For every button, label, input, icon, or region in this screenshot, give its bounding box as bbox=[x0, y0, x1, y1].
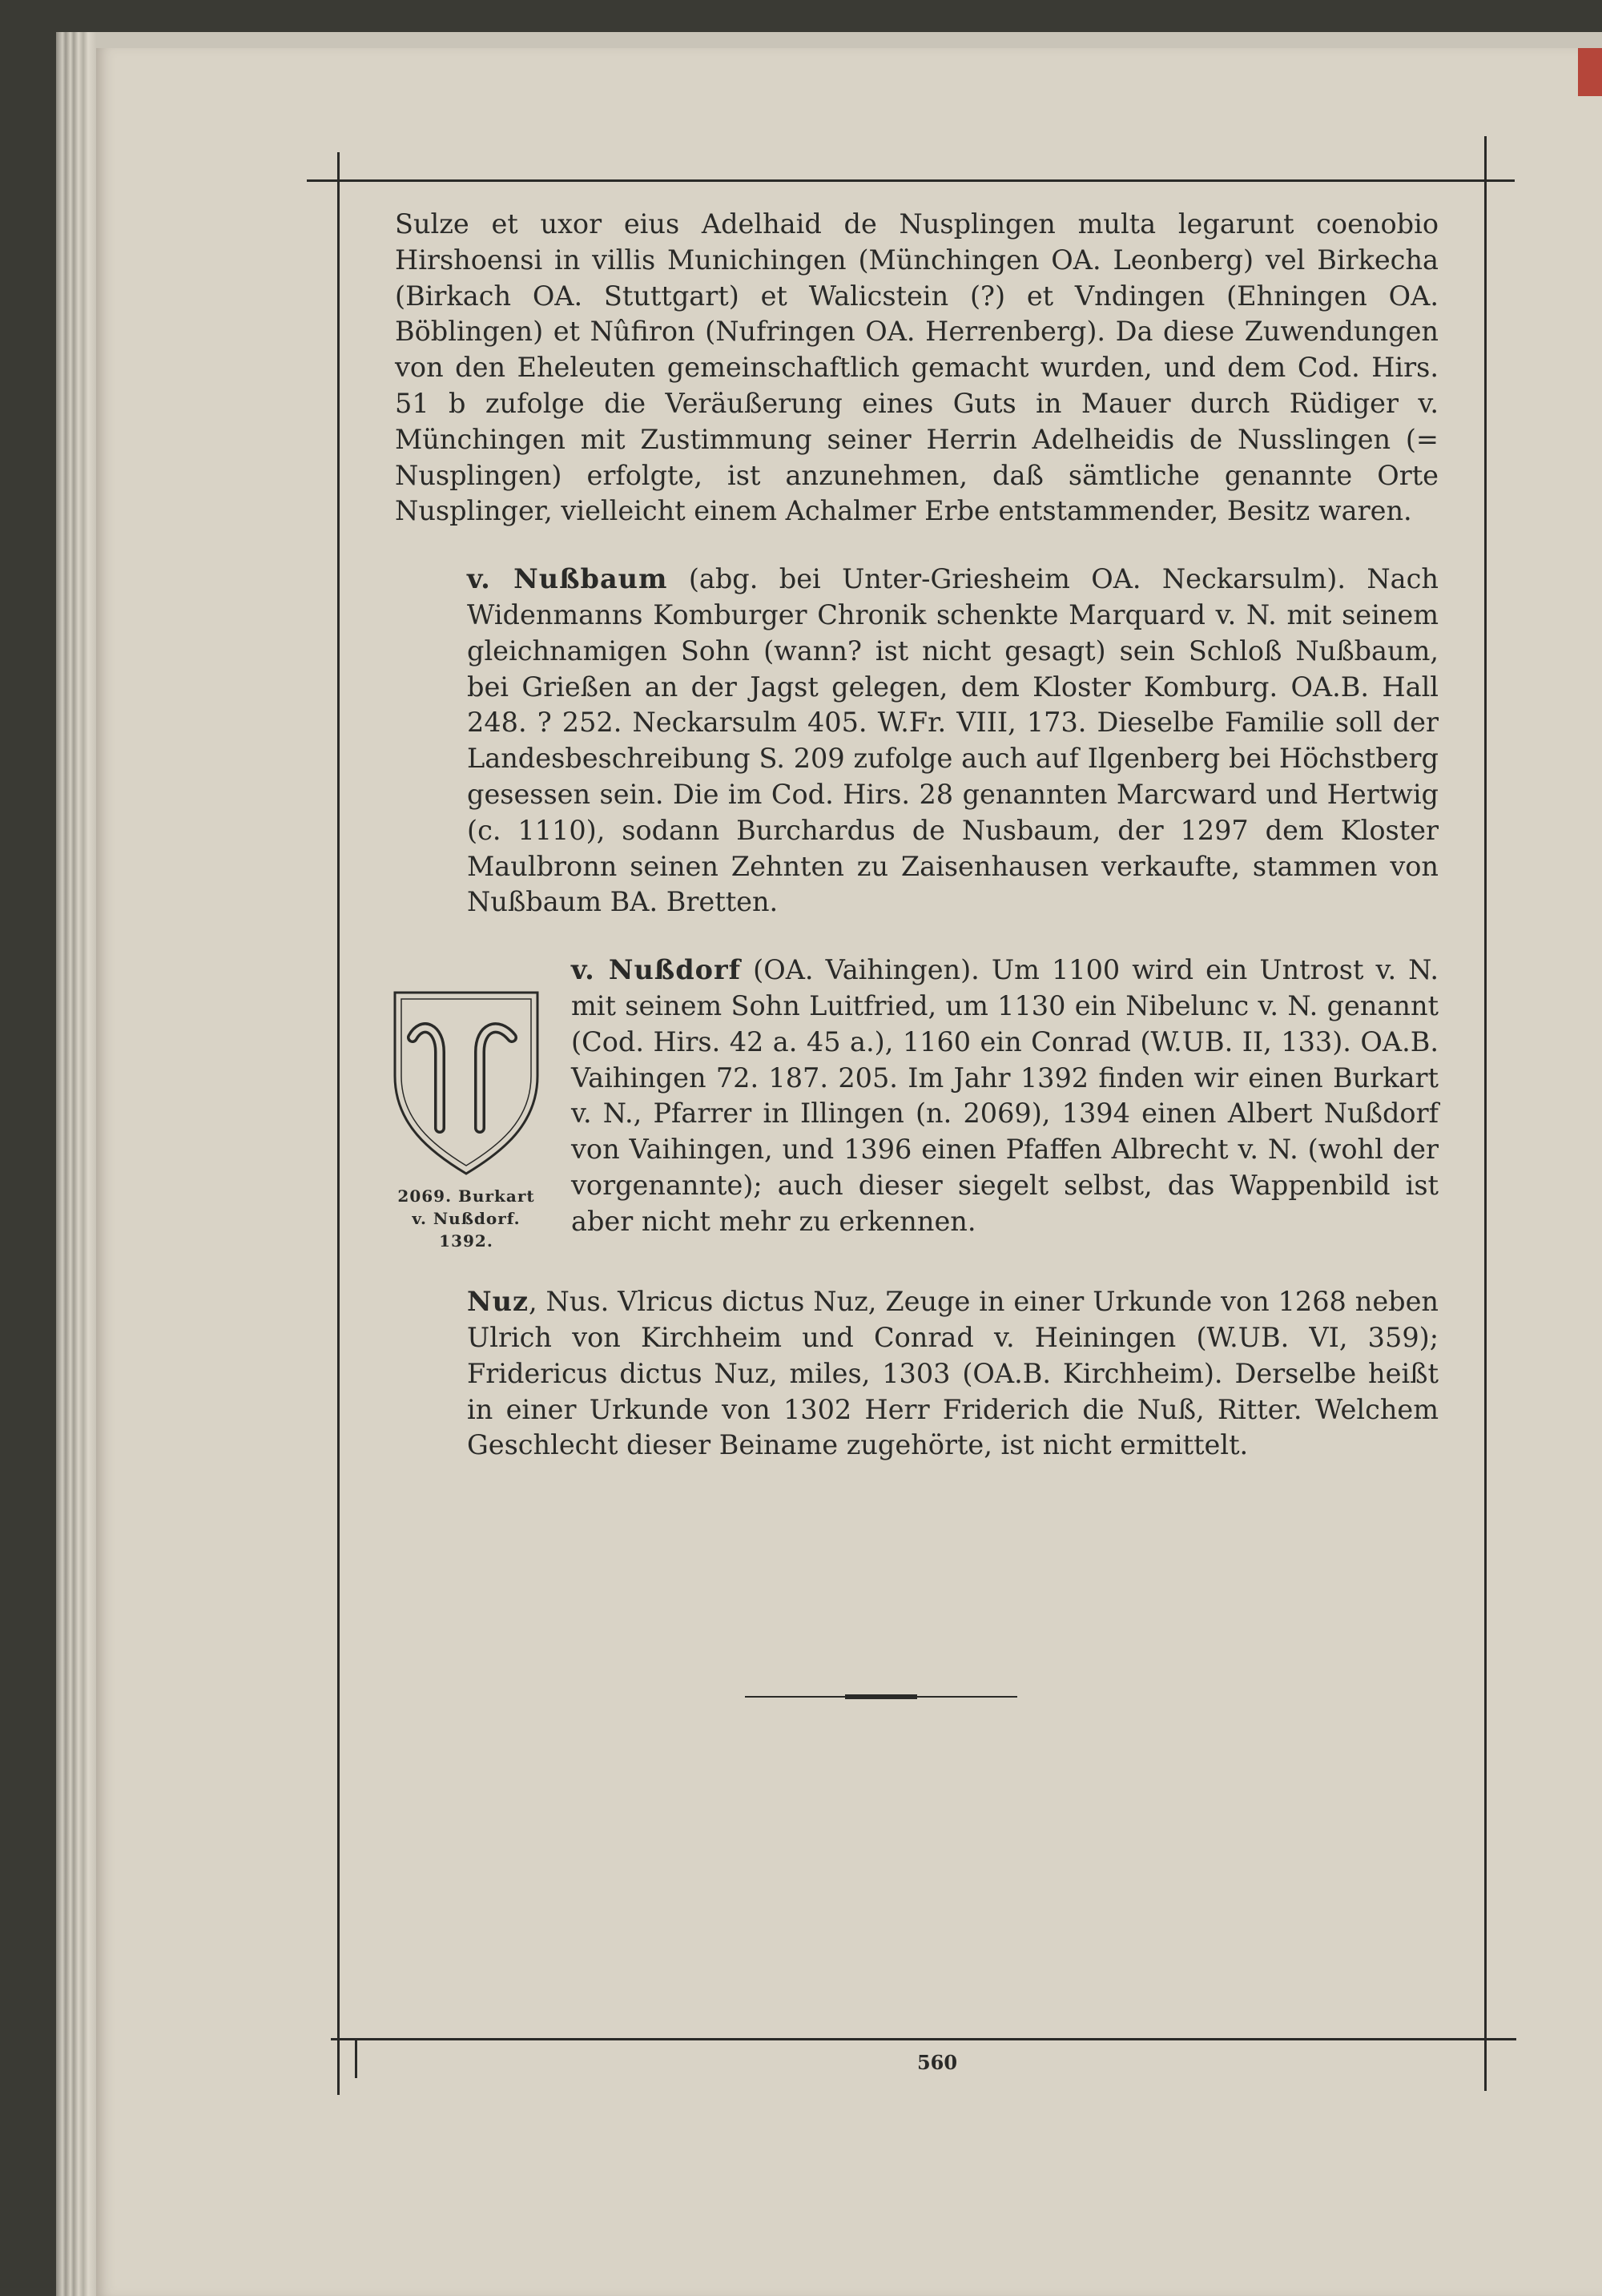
page-number: 560 bbox=[916, 2051, 958, 2074]
intro-paragraph: Sulze et uxor eius Adelhaid de Nusplingen multa legarunt coenobio Hirshoensi in villis Munichingen (Münchingen OA. Leonberg) vel Birkecha (Birkach OA. Stuttgart) et Walicstein (?) et Vndingen (Ehningen OA. Böblingen) et Nûfiron (Nufringen OA. Herrenberg). Da diese Zuwendungen von den Eheleuten gemeinschaftlich gemacht wurden, und dem Cod. Hirs. 51 b zufolge die Veräußerung eines Guts in Mauer durch Rüdiger v. Münchingen mit Zustimmung seiner Herrin Adelheidis de Nusslingen (= Nusplingen) erfolgte, ist anzunehmen, daß sämtliche genannte Orte Nusplinger, vielleicht einem Achalmer Erbe entstammender, Besitz waren. bbox=[395, 208, 1439, 527]
entry-nussdorf-text bbox=[395, 953, 1439, 1239]
frame-top-rule bbox=[307, 179, 1515, 182]
main-text bbox=[395, 207, 1439, 1464]
entry-heading: v. Nußdorf bbox=[571, 954, 742, 986]
frame-bottom-right-tick bbox=[1484, 2038, 1487, 2078]
entry-heading: v. Nußbaum bbox=[467, 563, 668, 595]
entry-nuz bbox=[395, 1284, 1439, 1464]
frame-right-rule bbox=[1484, 136, 1487, 2091]
section-end-ornament bbox=[745, 1694, 1017, 1699]
entry-body: (OA. Vaihingen). Um 1100 wird ein Untrost v. N. mit seinem Sohn Luitfried, um 1130 ein Nibelunc v. N. genannt (Cod. Hirs. 42 a. 45 a.), 1160 ein Conrad (W.UB. II, 133). OA.B. Vaihingen 72. 187. 205. Im Jahr 1392 finden wir einen Burkart v. N., Pfarrer in Illingen (n. 2069), 1394 einen Albert Nußdorf von Vaihingen, und 1396 einen Pfaffen Albrecht v. N. (wohl der vorgenannte); auch dieser siegelt selbst, das Wappenbild ist aber nicht mehr zu erkennen. bbox=[571, 954, 1439, 1237]
shield-icon bbox=[390, 988, 542, 1180]
frame-bottom-left-tick bbox=[355, 2038, 357, 2078]
frame-bottom-rule bbox=[331, 2038, 1516, 2040]
entry-body: , Nus. Vlricus dictus Nuz, Zeuge in einer Urkunde von 1268 neben Ulrich von Kirchheim und Conrad v. Heiningen (W.UB. VI, 359); Fridericus dictus Nuz, miles, 1303 (OA.B. Kirchheim). Derselbe heißt in einer Urkunde von 1302 Herr Friderich die Nuß, Ritter. Welchem Geschlecht dieser Beiname zugehörte, ist nicht ermittelt. bbox=[467, 1286, 1439, 1461]
coat-of-arms-figure bbox=[382, 953, 550, 1252]
frame-left-rule bbox=[337, 152, 340, 2095]
figure-number: 2069. bbox=[397, 1186, 453, 1206]
figure-caption bbox=[382, 1185, 550, 1252]
cover-edge bbox=[1578, 48, 1602, 96]
entry-nussbaum bbox=[395, 562, 1439, 920]
entry-body: (abg. bei Unter-Griesheim OA. Neckarsulm). Nach Widenmanns Komburger Chronik schenkte Marquard v. N. mit seinem gleichnamigen Sohn (wann? ist nicht gesagt) sein Schloß Nußbaum, bei Grießen an der Jagst gelegen, dem Kloster Komburg. OA.B. Hall 248. ? 252. Neckarsulm 405. W.Fr. VIII, 173. Dieselbe Familie soll der Landesbeschreibung S. 209 zufolge auch auf Ilgenberg bei Höchstberg gesessen sein. Die im Cod. Hirs. 28 genannten Marcward und Hertwig (c. 1110), sodann Burchardus de Nusbaum, der 1297 dem Kloster Maulbronn seinen Zehnten zu Zaisenhausen verkaufte, stammen von Nußbaum BA. Bretten. bbox=[467, 563, 1439, 918]
entry-nussdorf bbox=[395, 953, 1439, 1252]
figure-caption-line2: v. Nußdorf. 1392. bbox=[412, 1209, 521, 1251]
entry-heading: Nuz bbox=[467, 1286, 529, 1318]
ornament-thick-rule bbox=[845, 1694, 917, 1699]
figure-caption-line1: Burkart bbox=[458, 1186, 535, 1206]
